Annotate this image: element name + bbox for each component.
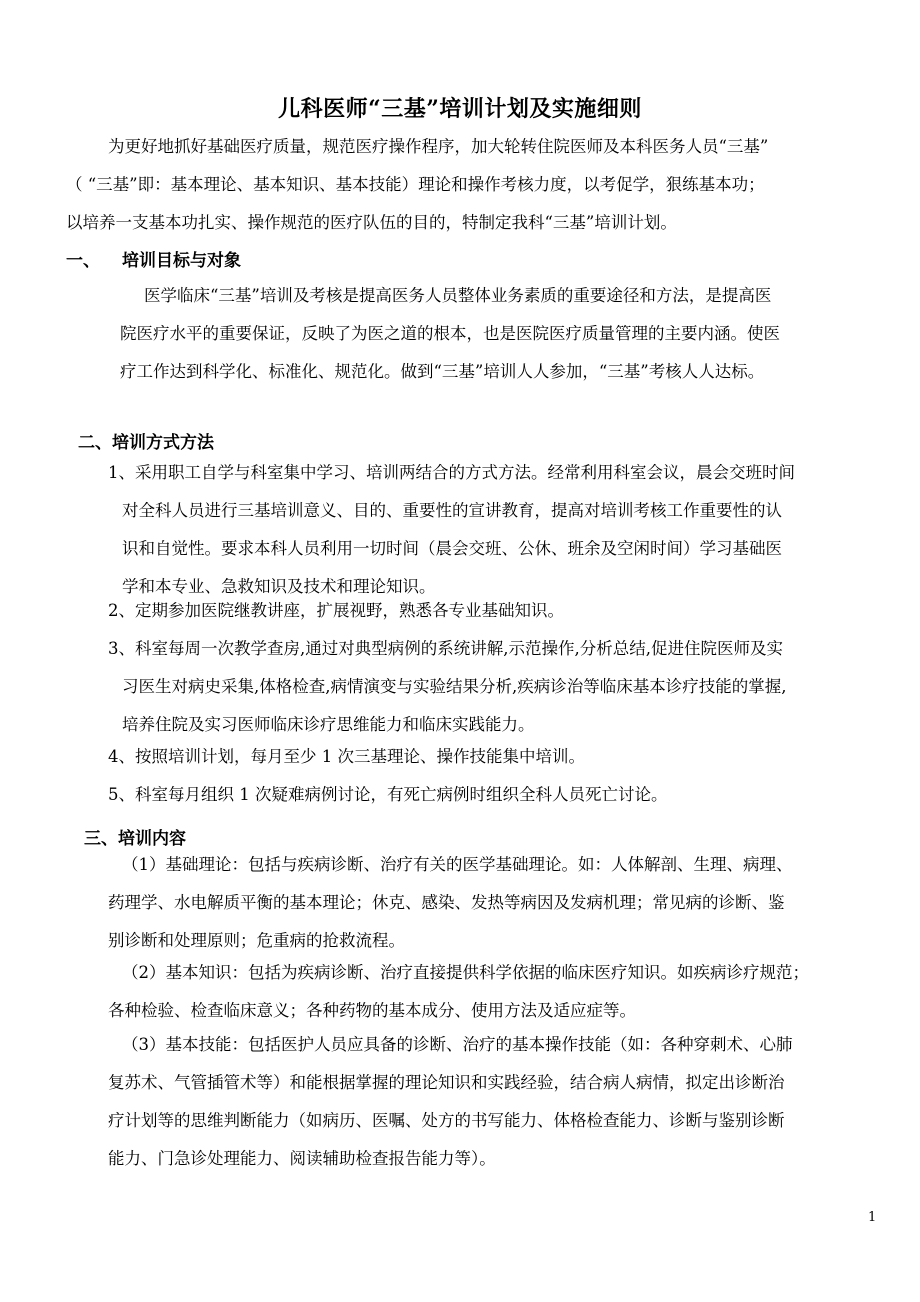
section3-basic-knowledge: （2）基本知识：包括为疾病诊断、治疗直接提供科学依据的临床医疗知识。如疾病诊疗规范； 各种检验、检查临床意义；各种药物的基本成分、使用方法及适应症等。 bbox=[108, 963, 809, 1020]
section1-paragraph: 医学临床“三基”培训及考核是提高医务人员整体业务素质的重要途径和方法，是提高医 院医疗水平的重要保证，反映了为医之道的根本，也是医院医疗质量管理的主要内涵。使医 疗工作达到科学化、标准化、规范化。做到“三基”培训人人参加，“三基”考核人人达标。 bbox=[120, 286, 780, 381]
page-number: 1 bbox=[868, 1210, 877, 1225]
section3-basic-theory: （1）基础理论：包括与疾病诊断、治疗有关的医学基础理论。如：人体解剖、生理、病理、 药理学、水电解质平衡的基本理论；休克、感染、发热等病因及发病机理；常见病的诊断、鉴 别诊断和处理原则；危重病的抢救流程。 bbox=[108, 855, 793, 950]
section2-item-2: 2、定期参加医院继教讲座，扩展视野，熟悉各专业基础知识。 bbox=[108, 601, 564, 620]
section3-heading: 三、培训内容 bbox=[84, 829, 186, 849]
section1-number: 一、 bbox=[66, 251, 100, 271]
section3-basic-skills: （3）基本技能：包括医护人员应具备的诊断、治疗的基本操作技能（如：各种穿刺术、心肺 复苏术、气管插管术等）和能根据掌握的理论知识和实践经验，结合病人病情，拟定出诊断治 疗计划等的思维判断能力（如病历、医嘱、处方的书写能力、体格检查能力、诊断与鉴别诊断 能力、门急诊处理能力、阅读辅助检查报告能力等）。 bbox=[108, 1035, 793, 1168]
section2-item-4: 4、按照培训计划，每月至少 1 次三基理论、操作技能集中培训。 bbox=[108, 747, 585, 766]
page-title: 儿科医师“三基”培训计划及实施细则 bbox=[278, 96, 642, 122]
section2-item-5: 5、科室每月组织 1 次疑难病例讨论，有死亡病例时组织全科人员死亡讨论。 bbox=[108, 785, 668, 804]
section2-item-3: 3、科室每周一次教学查房,通过对典型病例的系统讲解,示范操作,分析总结,促进住院医师及实 习医生对病史采集,体格检查,病情演变与实验结果分析,疾病诊治等临床基本诊疗技能的掌握, 培养住院及实习医师临床诊疗思维能力和临床实践能力。 bbox=[108, 639, 787, 734]
intro-paragraph: 为更好地抓好基础医疗质量，规范医疗操作程序，加大轮转住院医师及本科医务人员“三基” （ “三基”即：基本理论、基本知识、基本技能）理论和操作考核力度，以考促学，狠练基本功； 以培养一支基本功扎实、操作规范的医疗队伍的目的，特制定我科“三基”培训计划。 bbox=[66, 137, 769, 232]
section1-heading: 培训目标与对象 bbox=[122, 251, 241, 271]
section2-heading: 二、培训方式方法 bbox=[78, 433, 214, 453]
section2-item-1: 1、采用职工自学与科室集中学习、培训两结合的方式方法。经常利用科室会议，晨会交班时间 对全科人员进行三基培训意义、目的、重要性的宣讲教育，提高对培训考核工作重要性的认 识和自觉性。要求本科人员利用一切时间（晨会交班、公休、班余及空闲时间）学习基础医 学和本专业、急救知识及技术和理论知识。 bbox=[108, 463, 795, 596]
